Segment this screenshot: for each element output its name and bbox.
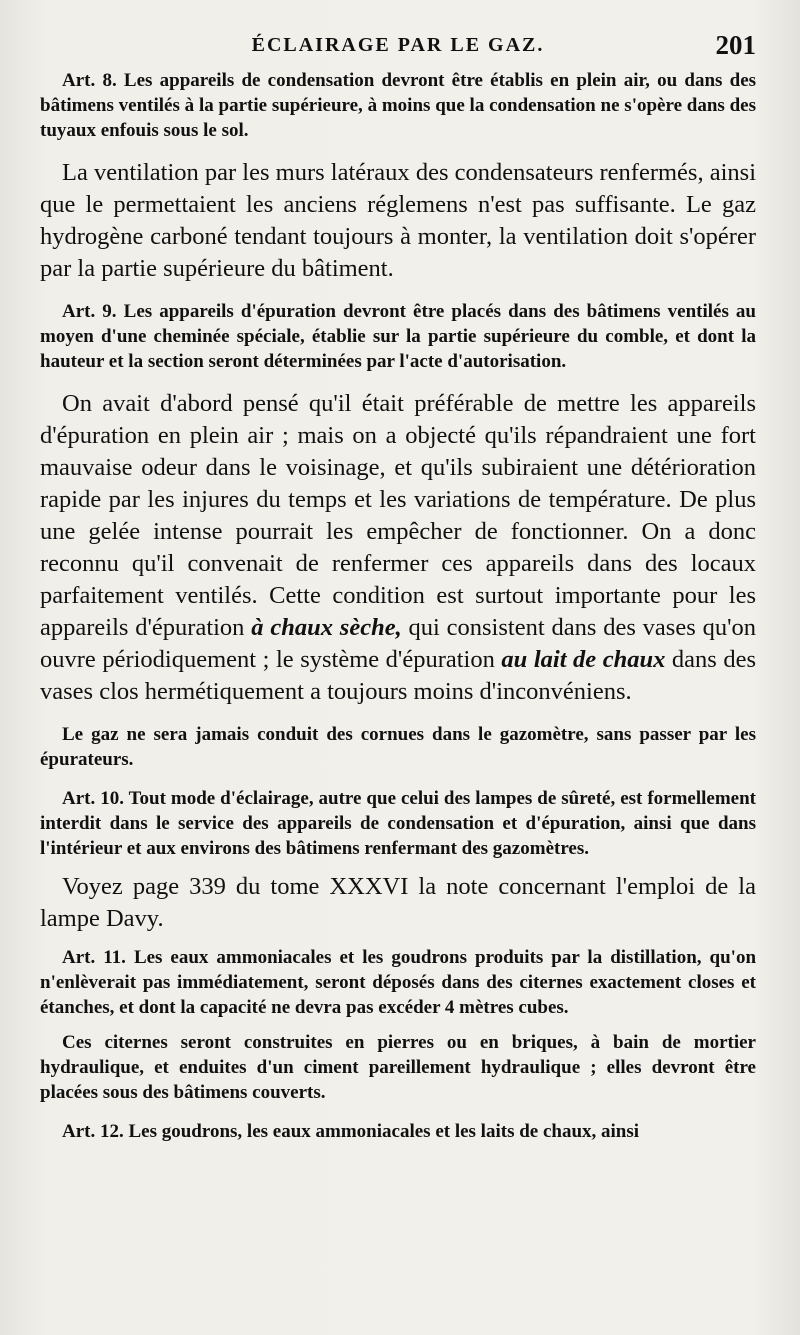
article-9-text: Les appareils d'épuration devront être placés dans des bâtimens ventilés au moyen d'une cheminée spéciale, établie sur la partie supérieure du comble, et dont la hauteur et la section seront déterminées par l'acte d'autorisation. <box>40 301 756 372</box>
article-8-label: Art. 8. <box>62 70 117 91</box>
page-number: 201 <box>715 30 756 60</box>
commentary-9 <box>40 388 756 708</box>
article-11-text: Les eaux ammoniacales et les goudrons produits par la distillation, qu'on n'enlèverait pas immédiatement, seront déposés dans des citernes exactement closes et étanches, et dont la capacité ne devra pas excéder 4 mètres cubes. <box>40 947 757 1018</box>
note-9: Le gaz ne sera jamais conduit des cornues dans le gazomètre, sans passer par les épurateurs. <box>40 724 756 770</box>
article-12-text: Les goudrons, les eaux ammoniacales et les laits de chaux, ainsi <box>128 1121 640 1142</box>
article-8-text: Les appareils de condensation devront être établis en plein air, ou dans des bâtimens ventilés à la partie supérieure, à moins que la condensation ne s'opère dans des tuyaux enfouis sous le sol. <box>40 70 757 141</box>
article-10-text: Tout mode d'éclairage, autre que celui des lampes de sûreté, est formellement interdit dans le service des appareils de condensation et d'épuration, ainsi que dans l'intérieur et aux environs des bâtimens renfermant des gazomètres. <box>40 788 756 859</box>
commentary-9-emphasis-2: au lait de chaux <box>501 646 666 673</box>
article-12 <box>40 1119 756 1144</box>
article-8 <box>40 68 756 143</box>
commentary-9-emphasis-1: à chaux sèche, <box>251 614 402 641</box>
commentary-9-part3: dans des vases clos hermétiquement a toujours moins d'inconvéniens. <box>40 646 756 705</box>
article-10 <box>40 786 756 861</box>
note-11: Ces citernes seront construites en pierres ou en briques, à bain de mortier hydraulique, et enduites d'un ciment pareillement hydraulique ; elles devront être placées sous des bâtimens couverts. <box>40 1032 756 1103</box>
commentary-9-part2: qui consistent dans des vases qu'on ouvre périodiquement ; le système d'épuration <box>40 614 756 673</box>
commentary-8: La ventilation par les murs latéraux des condensateurs renfermés, ainsi que le permettaient les anciens réglemens n'est pas suffisante. Le gaz hydrogène carboné tendant toujours à monter, la ventilation doit s'opérer par la partie supérieure du bâtiment. <box>40 159 756 282</box>
article-11-label: Art. 11. <box>62 947 126 968</box>
article-9-label: Art. 9. <box>62 301 117 322</box>
article-10-label: Art. 10. <box>62 788 124 809</box>
header-title: ÉCLAIRAGE PAR LE GAZ. <box>251 34 545 56</box>
running-header <box>40 30 756 68</box>
article-11 <box>40 945 756 1020</box>
commentary-10: Voyez page 339 du tome XXXVI la note concernant l'emploi de la lampe Davy. <box>40 873 756 932</box>
article-12-label: Art. 12. <box>62 1121 124 1142</box>
commentary-9-part1: On avait d'abord pensé qu'il était préférable de mettre les appareils d'épuration en plein air ; mais on a objecté qu'ils répandraient une fort mauvaise odeur dans le voisinage, et qu'ils subiraient une détérioration rapide par les injures du temps et les variations de température. De plus une gelée intense pourrait les empêcher de fonctionner. On a donc reconnu qu'il convenait de renfermer ces appareils dans des locaux parfaitement ventilés. Cette condition est surtout importante pour les appareils d'épuration <box>40 390 756 641</box>
article-9 <box>40 299 756 374</box>
